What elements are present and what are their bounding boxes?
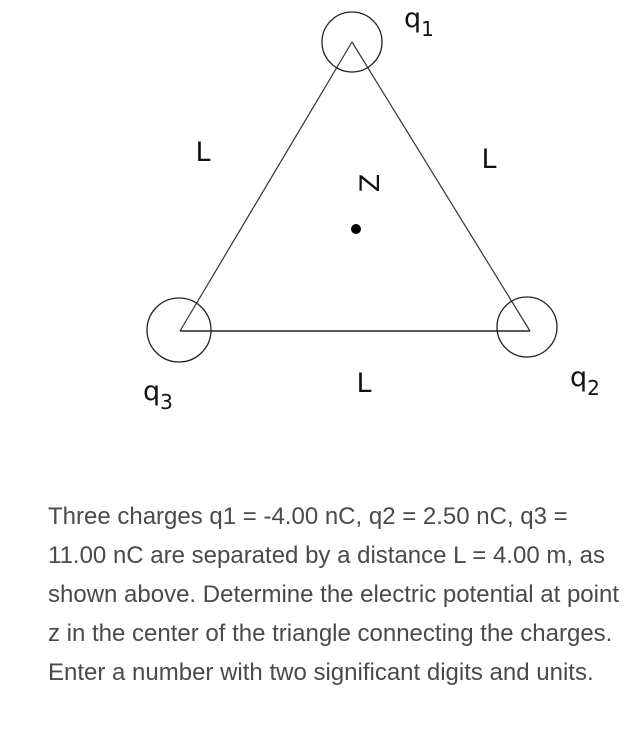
- charge-q1-symbol: q: [404, 3, 422, 34]
- center-label: Z: [355, 173, 386, 193]
- charge-label-q1: [404, 3, 434, 41]
- problem-statement: Three charges q1 = -4.00 nC, q2 = 2.50 nC, q3 = 11.00 nC are separated by a distance L = 4.00 m, as shown above. Determine the electric potential at point z in the center of the triangle connecting the charges. Enter a number with two significant digits and units.: [48, 503, 619, 686]
- charge-label-q3: [143, 376, 173, 414]
- center-point-z: [351, 224, 361, 234]
- charge-q2-symbol: q: [570, 362, 588, 393]
- side-label-bottom: L: [356, 368, 372, 399]
- charge-q3-index: 3: [160, 390, 173, 414]
- charge-q2-index: 2: [587, 376, 600, 400]
- charge-q3-symbol: q: [143, 376, 161, 407]
- edge-left: [180, 42, 352, 331]
- charge-q3-circle: [147, 298, 211, 362]
- side-label-right: L: [481, 144, 497, 175]
- charge-q1-index: 1: [421, 17, 434, 41]
- charge-label-q2: [570, 362, 600, 400]
- side-label-left: L: [195, 137, 211, 168]
